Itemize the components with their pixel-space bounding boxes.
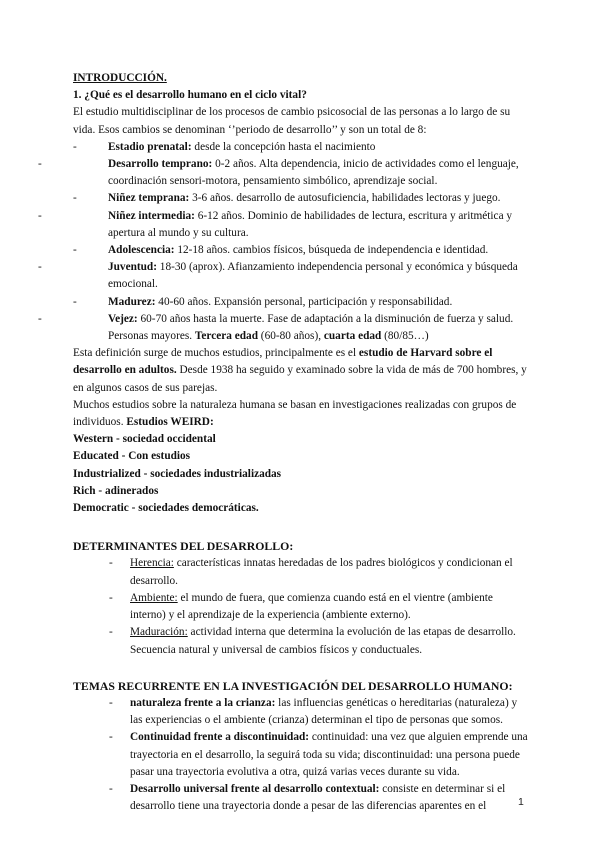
intro-paragraph: El estudio multidisciplinar de los procesos de cambio psicosocial de las personas a lo largo de su vida. Esos cambios se denominan ‘’periodo de desarrollo’’ y son un total de 8:	[73, 106, 511, 136]
determinantes-heading: DETERMINANTES DEL DESARROLLO:	[73, 539, 294, 554]
list-item: - Vejez: 60-70 años hasta la muerte. Fase de adaptación a la disminución de fuerza y salud. Personas mayores. Tercera edad (60-80 años), cuarta edad (80/85…)	[38, 312, 514, 343]
list-item: - Desarrollo temprano: 0-2 años. Alta dependencia, inicio de actividades como el lenguaje, coordinación sensori-motora, pensamiento simbólico, aprendizaje social.	[38, 158, 519, 188]
list-item: - Madurez: 40-60 años. Expansión personal, participación y responsabilidad.	[73, 295, 453, 308]
list-item: - Ambiente: el mundo de fuera, que comienza cuando está en el vientre (ambiente interno) y el aprendizaje de la experiencia (ambiente externo).	[109, 591, 493, 622]
weird-paragraph: Muchos estudios sobre la naturaleza humana se basan en investigaciones realizadas con grupos de individuos. Estudios WEIRD:	[73, 398, 517, 429]
weird-list	[73, 431, 529, 517]
document-page	[38, 70, 529, 815]
list-item: - Estadio prenatal: desde la concepción hasta el nacimiento	[73, 140, 376, 153]
temas-heading: TEMAS RECURRENTE EN LA INVESTIGACIÓN DEL DESARROLLO HUMANO:	[73, 678, 513, 693]
list-item: - Herencia: características innatas heredadas de los padres biológicos y condicionan el desarrollo.	[109, 557, 513, 587]
list-item: - Niñez temprana: 3-6 años. desarrollo de autosuficiencia, habilidades lectoras y juego.	[73, 192, 501, 205]
temas-list	[73, 695, 529, 815]
list-item: - naturaleza frente a la crianza: las influencias genéticas o hereditarias (naturaleza) y las experiencias o el ambiente (crianza) determinan el tipo de personas que somos.	[109, 696, 518, 727]
weird-item: Rich - adinerados	[73, 484, 159, 497]
list-item: - Niñez intermedia: 6-12 años. Dominio de habilidades de lectura, escritura y aritmética y apertura al mundo y su cultura.	[38, 209, 513, 239]
list-item: - Maduración: actividad interna que determina la evolución de las etapas de desarrollo. Secuencia natural y universal de cambios físicos y conductuales.	[109, 626, 516, 656]
page-number: 1	[518, 796, 524, 808]
weird-item: Democratic - sociedades democráticas.	[73, 502, 259, 515]
list-item: - Desarrollo universal frente al desarrollo contextual: consiste en determinar si el desarrollo tiene una trayectoria donde a pesar de las diferencias aparentes en el	[109, 782, 506, 813]
list-item: - Adolescencia: 12-18 años. cambios físicos, búsqueda de independencia e identidad.	[73, 244, 489, 257]
weird-item: Western - sociedad occidental	[73, 433, 216, 446]
stages-list	[38, 139, 529, 345]
section-title: INTRODUCCIÓN.	[73, 72, 167, 84]
list-item: - Continuidad frente a discontinuidad: continuidad: una vez que alguien emprende una trayectoria en el desarrollo, la seguirá toda su vida; discontinuidad: una persona puede pasar una trayectoria evolutiva a otra, quizá varias veces durante su vida.	[109, 731, 528, 778]
weird-item: Industrialized - sociedades industrializadas	[73, 467, 282, 480]
determinantes-list	[73, 555, 529, 658]
question-heading: 1. ¿Qué es el desarrollo humano en el ciclo vital?	[73, 89, 307, 102]
weird-item: Educated - Con estudios	[73, 450, 191, 463]
list-item: - Juventud: 18-30 (aprox). Afianzamiento independencia personal y económica y búsqueda emocional.	[38, 261, 518, 291]
harvard-paragraph: Esta definición surge de muchos estudios, principalmente es el estudio de Harvard sobre el desarrollo en adultos. Desde 1938 ha seguido y examinado sobre la vida de más de 700 hombres, y en algunos casos de sus parejas.	[73, 347, 527, 394]
